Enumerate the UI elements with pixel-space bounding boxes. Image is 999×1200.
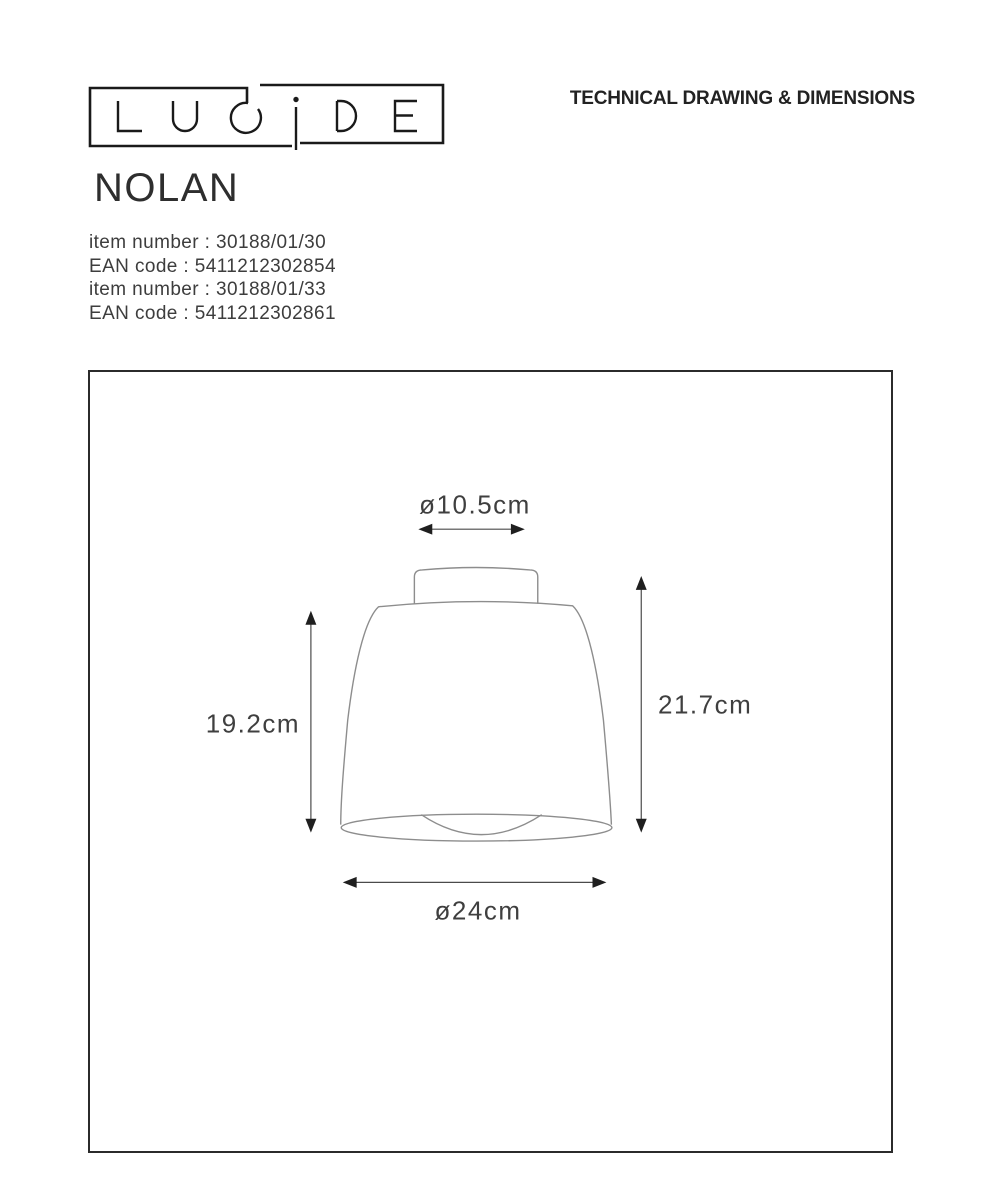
- lamp-inner-bowl: [421, 815, 541, 835]
- dimension-label-top-diameter: ø10.5cm: [419, 489, 531, 520]
- logo-letter-d: [337, 101, 356, 131]
- arrow-right-down: [636, 819, 647, 833]
- dimension-label-total-height: 21.7cm: [658, 689, 753, 720]
- lamp-shade: [341, 602, 612, 825]
- info-label: item number: [89, 232, 199, 253]
- lucide-logo: [88, 76, 448, 154]
- info-label: item number: [89, 279, 199, 300]
- arrow-top-left: [418, 524, 432, 535]
- logo-letter-c: [231, 103, 261, 133]
- info-value: 30188/01/33: [216, 279, 327, 300]
- info-separator: :: [177, 302, 195, 324]
- info-label: EAN code: [89, 302, 178, 324]
- arrow-bottom-left: [343, 877, 357, 888]
- dimension-lines: [311, 529, 641, 882]
- dimension-label-bottom-diameter: ø24cm: [434, 895, 522, 926]
- page-title: TECHNICAL DRAWING & DIMENSIONS: [569, 88, 915, 109]
- info-row: [89, 231, 336, 255]
- technical-drawing-box: [88, 370, 893, 1153]
- info-value: 5411212302861: [194, 302, 336, 324]
- info-row: [89, 302, 336, 326]
- logo-letter-l: [118, 101, 142, 131]
- lamp-bottom-rim: [341, 814, 612, 841]
- info-label: EAN code: [89, 255, 178, 277]
- info-row: [89, 255, 336, 279]
- product-name: NOLAN: [94, 166, 240, 210]
- logo-letter-u: [173, 101, 197, 131]
- info-separator: :: [177, 255, 195, 277]
- dimension-label-shade-height: 19.2cm: [205, 708, 300, 739]
- product-info-list: [89, 231, 336, 325]
- arrow-bottom-right: [592, 877, 606, 888]
- lamp-outline: [341, 567, 612, 841]
- lamp-ceiling-cap: [414, 567, 537, 603]
- arrow-heads: [305, 524, 646, 888]
- logo-box-right: [260, 85, 443, 143]
- arrow-left-down: [305, 819, 316, 833]
- arrow-left-up: [305, 611, 316, 625]
- info-value: 30188/01/30: [216, 232, 327, 253]
- info-separator: :: [199, 279, 217, 300]
- info-row: [89, 278, 336, 302]
- logo-letter-i-dot: [293, 97, 298, 102]
- info-value: 5411212302854: [194, 255, 336, 277]
- arrow-top-right: [511, 524, 525, 535]
- logo-letter-e: [395, 101, 417, 131]
- info-separator: :: [199, 232, 217, 253]
- arrow-right-up: [636, 576, 647, 590]
